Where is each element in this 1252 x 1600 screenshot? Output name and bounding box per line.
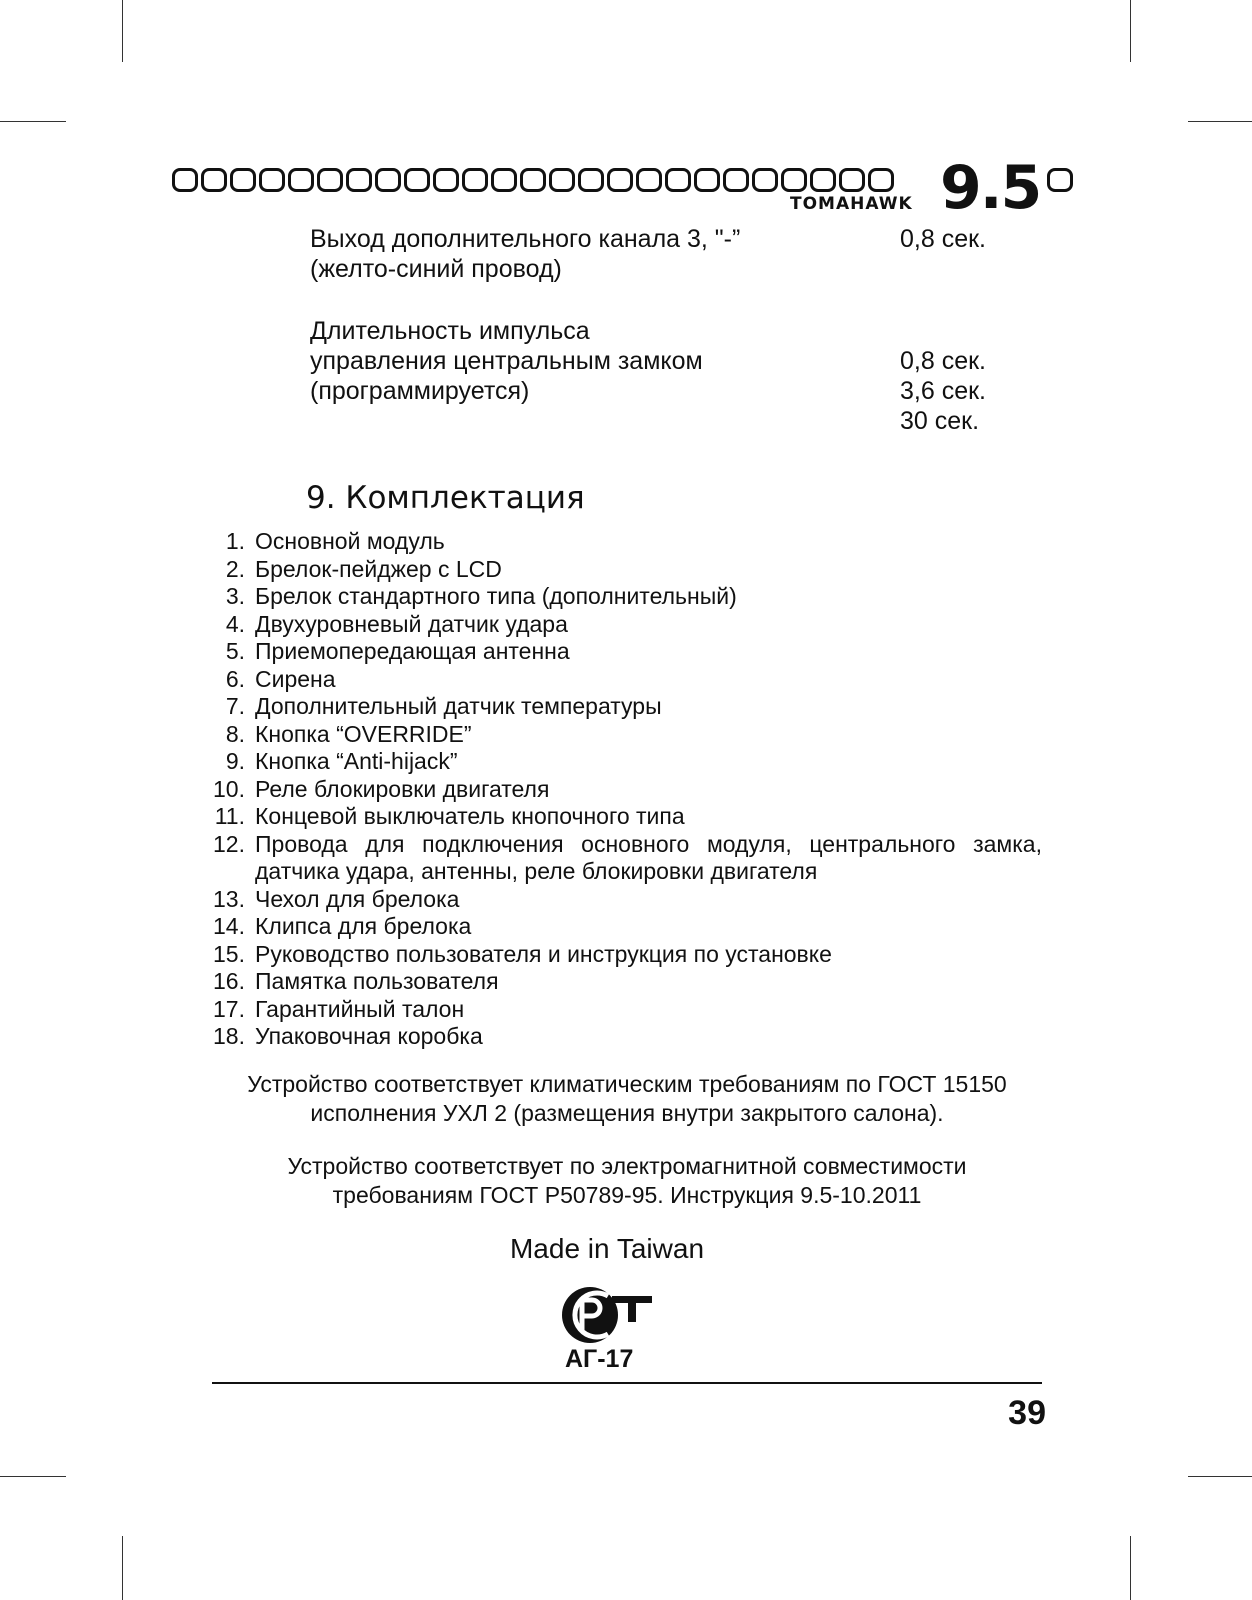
header-box [520,168,546,192]
list-item-number: 12. [213,830,245,857]
page-number: 39 [1008,1394,1046,1432]
header-box [317,168,343,192]
list-item-text: Памятка пользователя [255,968,499,994]
list-item-number: 11. [214,803,245,829]
list-item-number: 10. [213,775,245,802]
header-box-row [172,168,894,192]
header-box [723,168,749,192]
list-item [212,1023,1042,1051]
list-item-text: Сирена [255,665,336,692]
header-box [288,168,314,192]
crop-mark [0,1476,66,1477]
list-item-text: Брелок-пейджер с LCD [255,555,502,582]
list-item [212,803,1042,831]
list-item-number: 9. [225,748,245,774]
list-item [212,748,1042,776]
spec-value: 0,8 сек. [900,347,986,375]
spec-lock-pulse-values [900,346,986,436]
list-item-text: Кнопка “Anti-hijack” [255,748,458,774]
header-box [578,168,604,192]
crop-mark [1188,121,1252,122]
compliance-line: Устройство соответствует по электромагнитной совместимости [287,1153,967,1179]
list-item [212,583,1042,611]
list-item [212,996,1042,1024]
list-item [212,886,1042,914]
list-item-number: 6. [225,665,245,692]
header-box [346,168,372,192]
list-item-text: Чехол для брелока [255,885,460,912]
list-item-text: Кнопка “OVERRIDE” [255,720,472,747]
list-item-number: 13. [213,885,245,912]
spec-lock-pulse-label [310,316,703,406]
header-box [607,168,633,192]
list-item-text: Провода для подключения основного модуля, центрального замка, датчика удара, антенны, реле блокировки двигателя [255,830,1042,884]
list-item-text: Гарантийный талон [255,995,465,1022]
brand-name: TOMAHAWK [790,194,913,214]
compliance-line: требованиям ГОСТ Р50789-95. Инструкция 9.5-10.2011 [332,1182,922,1208]
list-item-number: 8. [225,720,245,747]
spec-label-line: Длительность импульса [310,317,590,345]
list-item-number: 1. [225,528,245,554]
header-box [636,168,662,192]
spec-label-line: (программируется) [310,377,530,405]
header-box [665,168,691,192]
list-item-number: 2. [225,555,245,582]
list-item [212,721,1042,749]
section-title: 9. Комплектация [306,480,585,516]
header-box [752,168,778,192]
header-box [433,168,459,192]
list-item-text: Двухуровневый датчик удара [255,610,568,637]
list-item [212,638,1042,666]
list-item [212,556,1042,584]
spec-aux-channel-value [900,224,986,254]
list-item [212,776,1042,804]
header-box [549,168,575,192]
climate-compliance [212,1070,1042,1128]
header-box [868,168,894,192]
list-item-text: Основной модуль [255,528,445,554]
list-item [212,913,1042,941]
list-item-text: Упаковочная коробка [255,1023,483,1049]
list-item [212,528,1042,556]
list-item-number: 17. [213,995,245,1022]
header-box [491,168,517,192]
spec-aux-channel-label [310,224,740,284]
list-item-text: Дополнительный датчик температуры [255,693,662,719]
list-item-text: Концевой выключатель кнопочного типа [255,803,685,829]
crop-mark [122,1536,123,1600]
header-box [259,168,285,192]
model-version: 9.5 [940,153,1041,223]
spec-value: 0,8 сек. [900,225,986,253]
header-box [462,168,488,192]
list-item [212,941,1042,969]
compliance-line: исполнения УХЛ 2 (размещения внутри закрытого салона). [310,1100,944,1126]
footer-divider [212,1382,1042,1384]
header-box-end [1047,168,1073,192]
emc-compliance [212,1152,1042,1210]
header-box [230,168,256,192]
list-item-text: Брелок стандартного типа (дополнительный) [255,583,737,609]
spec-value: 3,6 сек. [900,377,986,405]
list-item [212,611,1042,639]
spec-value: 30 сек. [900,407,980,435]
list-item-number: 7. [225,693,245,719]
list-item-number: 14. [213,913,245,939]
crop-mark [1130,1536,1131,1600]
crop-mark [1188,1476,1252,1477]
list-item-number: 4. [225,610,245,637]
list-item-text: Руководство пользователя и инструкция по установке [255,940,832,967]
list-item-number: 18. [213,1023,245,1049]
spec-label-line: (желто-синий провод) [310,255,562,283]
header-box [781,168,807,192]
crop-mark [0,121,66,122]
list-item-number: 15. [213,940,245,967]
list-item [212,831,1042,886]
crop-mark [122,0,123,62]
list-item-number: 3. [225,583,245,609]
list-item [212,666,1042,694]
header-box [375,168,401,192]
list-item-number: 5. [225,638,245,664]
header-box [404,168,430,192]
header-box [839,168,865,192]
list-item-number: 16. [213,968,245,994]
header-box [694,168,720,192]
header-box [810,168,836,192]
made-in: Made in Taiwan [509,1233,705,1264]
contents-list [212,528,1042,1051]
list-item-text: Реле блокировки двигателя [255,775,550,802]
crop-mark [1130,0,1131,62]
list-item-text: Клипса для брелока [255,913,472,939]
spec-label-line: управления центральным замком [310,347,703,375]
header-box [172,168,198,192]
spec-label-line: Выход дополнительного канала 3, "-” [310,225,741,253]
compliance-line: Устройство соответствует климатическим требованиям по ГОСТ 15150 [247,1071,1007,1097]
certification-code: АГ-17 [565,1345,634,1373]
rst-certification-logo [560,1284,656,1346]
page-header [172,153,1082,223]
header-box [201,168,227,192]
list-item [212,968,1042,996]
list-item [212,693,1042,721]
list-item-text: Приемопередающая антенна [255,638,570,664]
